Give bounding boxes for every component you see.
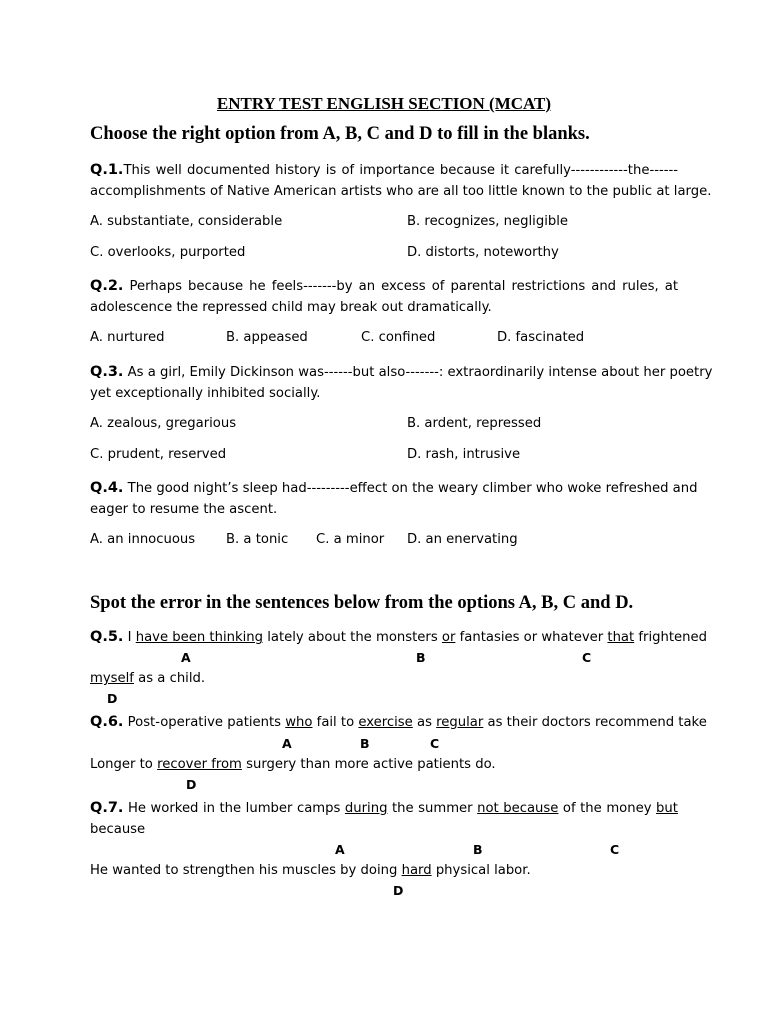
q6-marker-b: B xyxy=(360,736,370,751)
q6-text: Post-operative patients xyxy=(127,715,282,730)
q3-option-d: D. rash, intrusive xyxy=(407,447,521,462)
q7-text: lumber xyxy=(245,801,293,816)
q1-option-d: D. distorts, noteworthy xyxy=(407,245,559,260)
section-heading-fill-blanks: Choose the right option from A, B, C and D to fill in the blanks. xyxy=(90,124,590,144)
q5-text: I xyxy=(127,630,132,645)
question-1-line-1 xyxy=(90,160,678,181)
q7-text: He wanted to strengthen his muscles by doing xyxy=(90,863,398,878)
q4-option-b: B. a tonic xyxy=(226,532,289,547)
q6-text: as xyxy=(417,715,432,730)
q5-marker-c: C xyxy=(582,650,592,665)
q4-option-a: A. an innocuous xyxy=(90,532,196,547)
q5-marker-b: B xyxy=(416,650,426,665)
q7-text: money xyxy=(606,801,652,816)
question-6-line-1 xyxy=(90,712,707,733)
question-4-text: The good night’s sleep had---------effect on the weary climber who woke refreshed and xyxy=(127,481,698,496)
q7-underlined-a: during xyxy=(344,801,388,816)
q7-text: of xyxy=(562,801,576,816)
q3-option-b: B. ardent, repressed xyxy=(407,416,542,431)
q5-underlined-b: or xyxy=(441,630,456,645)
q5-text: as a child. xyxy=(138,671,206,686)
q6-text: as their doctors recommend take xyxy=(487,715,707,730)
question-2-line-1 xyxy=(90,276,678,297)
question-3-text: As a girl, Emily Dickinson was------but also-------: extraordinarily intense about her poetry xyxy=(127,365,713,380)
section-heading-spot-error: Spot the error in the sentences below from the options A, B, C and D. xyxy=(90,593,634,613)
question-5-line-1 xyxy=(90,627,707,648)
question-5-line-2 xyxy=(90,668,678,689)
question-1-line-2: accomplishments of Native American artists who are all too little known to the public at large. xyxy=(90,184,712,199)
q7-underlined-b: not because xyxy=(477,801,559,816)
q3-option-a: A. zealous, gregarious xyxy=(90,416,237,431)
q7-text: the xyxy=(580,801,602,816)
q4-option-c: C. a minor xyxy=(316,532,385,547)
q6-marker-a: A xyxy=(282,736,292,751)
q5-text: fantasies or whatever xyxy=(459,630,604,645)
question-2-number: Q.2. xyxy=(90,278,124,294)
q1-option-c: C. overlooks, purported xyxy=(90,245,246,260)
question-2-line-2: adolescence the repressed child may break out dramatically. xyxy=(90,300,492,315)
q7-text: summer xyxy=(418,801,473,816)
q5-marker-d: D xyxy=(107,691,118,706)
page-title: ENTRY TEST ENGLISH SECTION (MCAT) xyxy=(216,94,552,113)
q6-underlined-d: recover from xyxy=(157,757,242,772)
question-4-line-1 xyxy=(90,478,698,499)
q6-underlined-b: exercise xyxy=(358,715,413,730)
question-3-line-1 xyxy=(90,362,713,383)
question-1-number: Q.1. xyxy=(90,162,124,178)
q7-text: the xyxy=(219,801,242,816)
question-6-line-2 xyxy=(90,754,678,775)
question-7-number: Q.7. xyxy=(90,800,124,816)
q7-text: the xyxy=(391,801,414,816)
q1-option-b: B. recognizes, negligible xyxy=(407,214,569,229)
question-3-number: Q.3. xyxy=(90,364,124,380)
q7-marker-a: A xyxy=(335,842,345,857)
question-7-line-1 xyxy=(90,798,678,819)
q7-underlined-d: hard xyxy=(401,863,432,878)
q7-text: physical labor. xyxy=(435,863,531,878)
q3-option-c: C. prudent, reserved xyxy=(90,447,227,462)
question-3-line-2: yet exceptionally inhibited socially. xyxy=(90,386,321,401)
q6-marker-c: C xyxy=(430,736,440,751)
q5-underlined-c: that xyxy=(607,630,635,645)
q7-text: in xyxy=(202,801,215,816)
q5-text: lately about the monsters xyxy=(267,630,438,645)
q4-option-d: D. an enervating xyxy=(407,532,518,547)
q2-option-b: B. appeased xyxy=(226,330,308,345)
q7-text: worked xyxy=(150,801,199,816)
question-7-line-2: because xyxy=(90,822,146,837)
q2-option-d: D. fascinated xyxy=(497,330,585,345)
q7-marker-b: B xyxy=(473,842,483,857)
q7-text: He xyxy=(127,801,146,816)
question-6-number: Q.6. xyxy=(90,714,124,730)
question-4-number: Q.4. xyxy=(90,480,124,496)
q5-underlined-a: have been thinking xyxy=(135,630,264,645)
q5-marker-a: A xyxy=(181,650,191,665)
q5-text: frightened xyxy=(638,630,707,645)
q7-marker-d: D xyxy=(393,883,404,898)
q7-underlined-c: but xyxy=(656,801,678,816)
q7-marker-c: C xyxy=(610,842,620,857)
question-2-text: Perhaps because he feels-------by an excess of parental restrictions and rules, at xyxy=(129,279,678,294)
q6-text: surgery than more active patients do. xyxy=(246,757,496,772)
q6-underlined-a: who xyxy=(285,715,313,730)
q1-option-a: A. substantiate, considerable xyxy=(90,214,283,229)
question-1-text: This well documented history is of importance because it carefully------------the------ xyxy=(123,163,678,178)
q2-option-a: A. nurtured xyxy=(90,330,165,345)
q6-text: fail to xyxy=(316,715,355,730)
q2-option-c: C. confined xyxy=(361,330,436,345)
q6-text: Longer to xyxy=(90,757,153,772)
q7-text: camps xyxy=(296,801,341,816)
question-4-line-2: eager to resume the ascent. xyxy=(90,502,278,517)
q5-underlined-d: myself xyxy=(90,671,134,686)
q6-marker-d: D xyxy=(186,777,197,792)
question-7-line-3 xyxy=(90,860,678,881)
q6-underlined-c: regular xyxy=(436,715,484,730)
question-5-number: Q.5. xyxy=(90,629,124,645)
